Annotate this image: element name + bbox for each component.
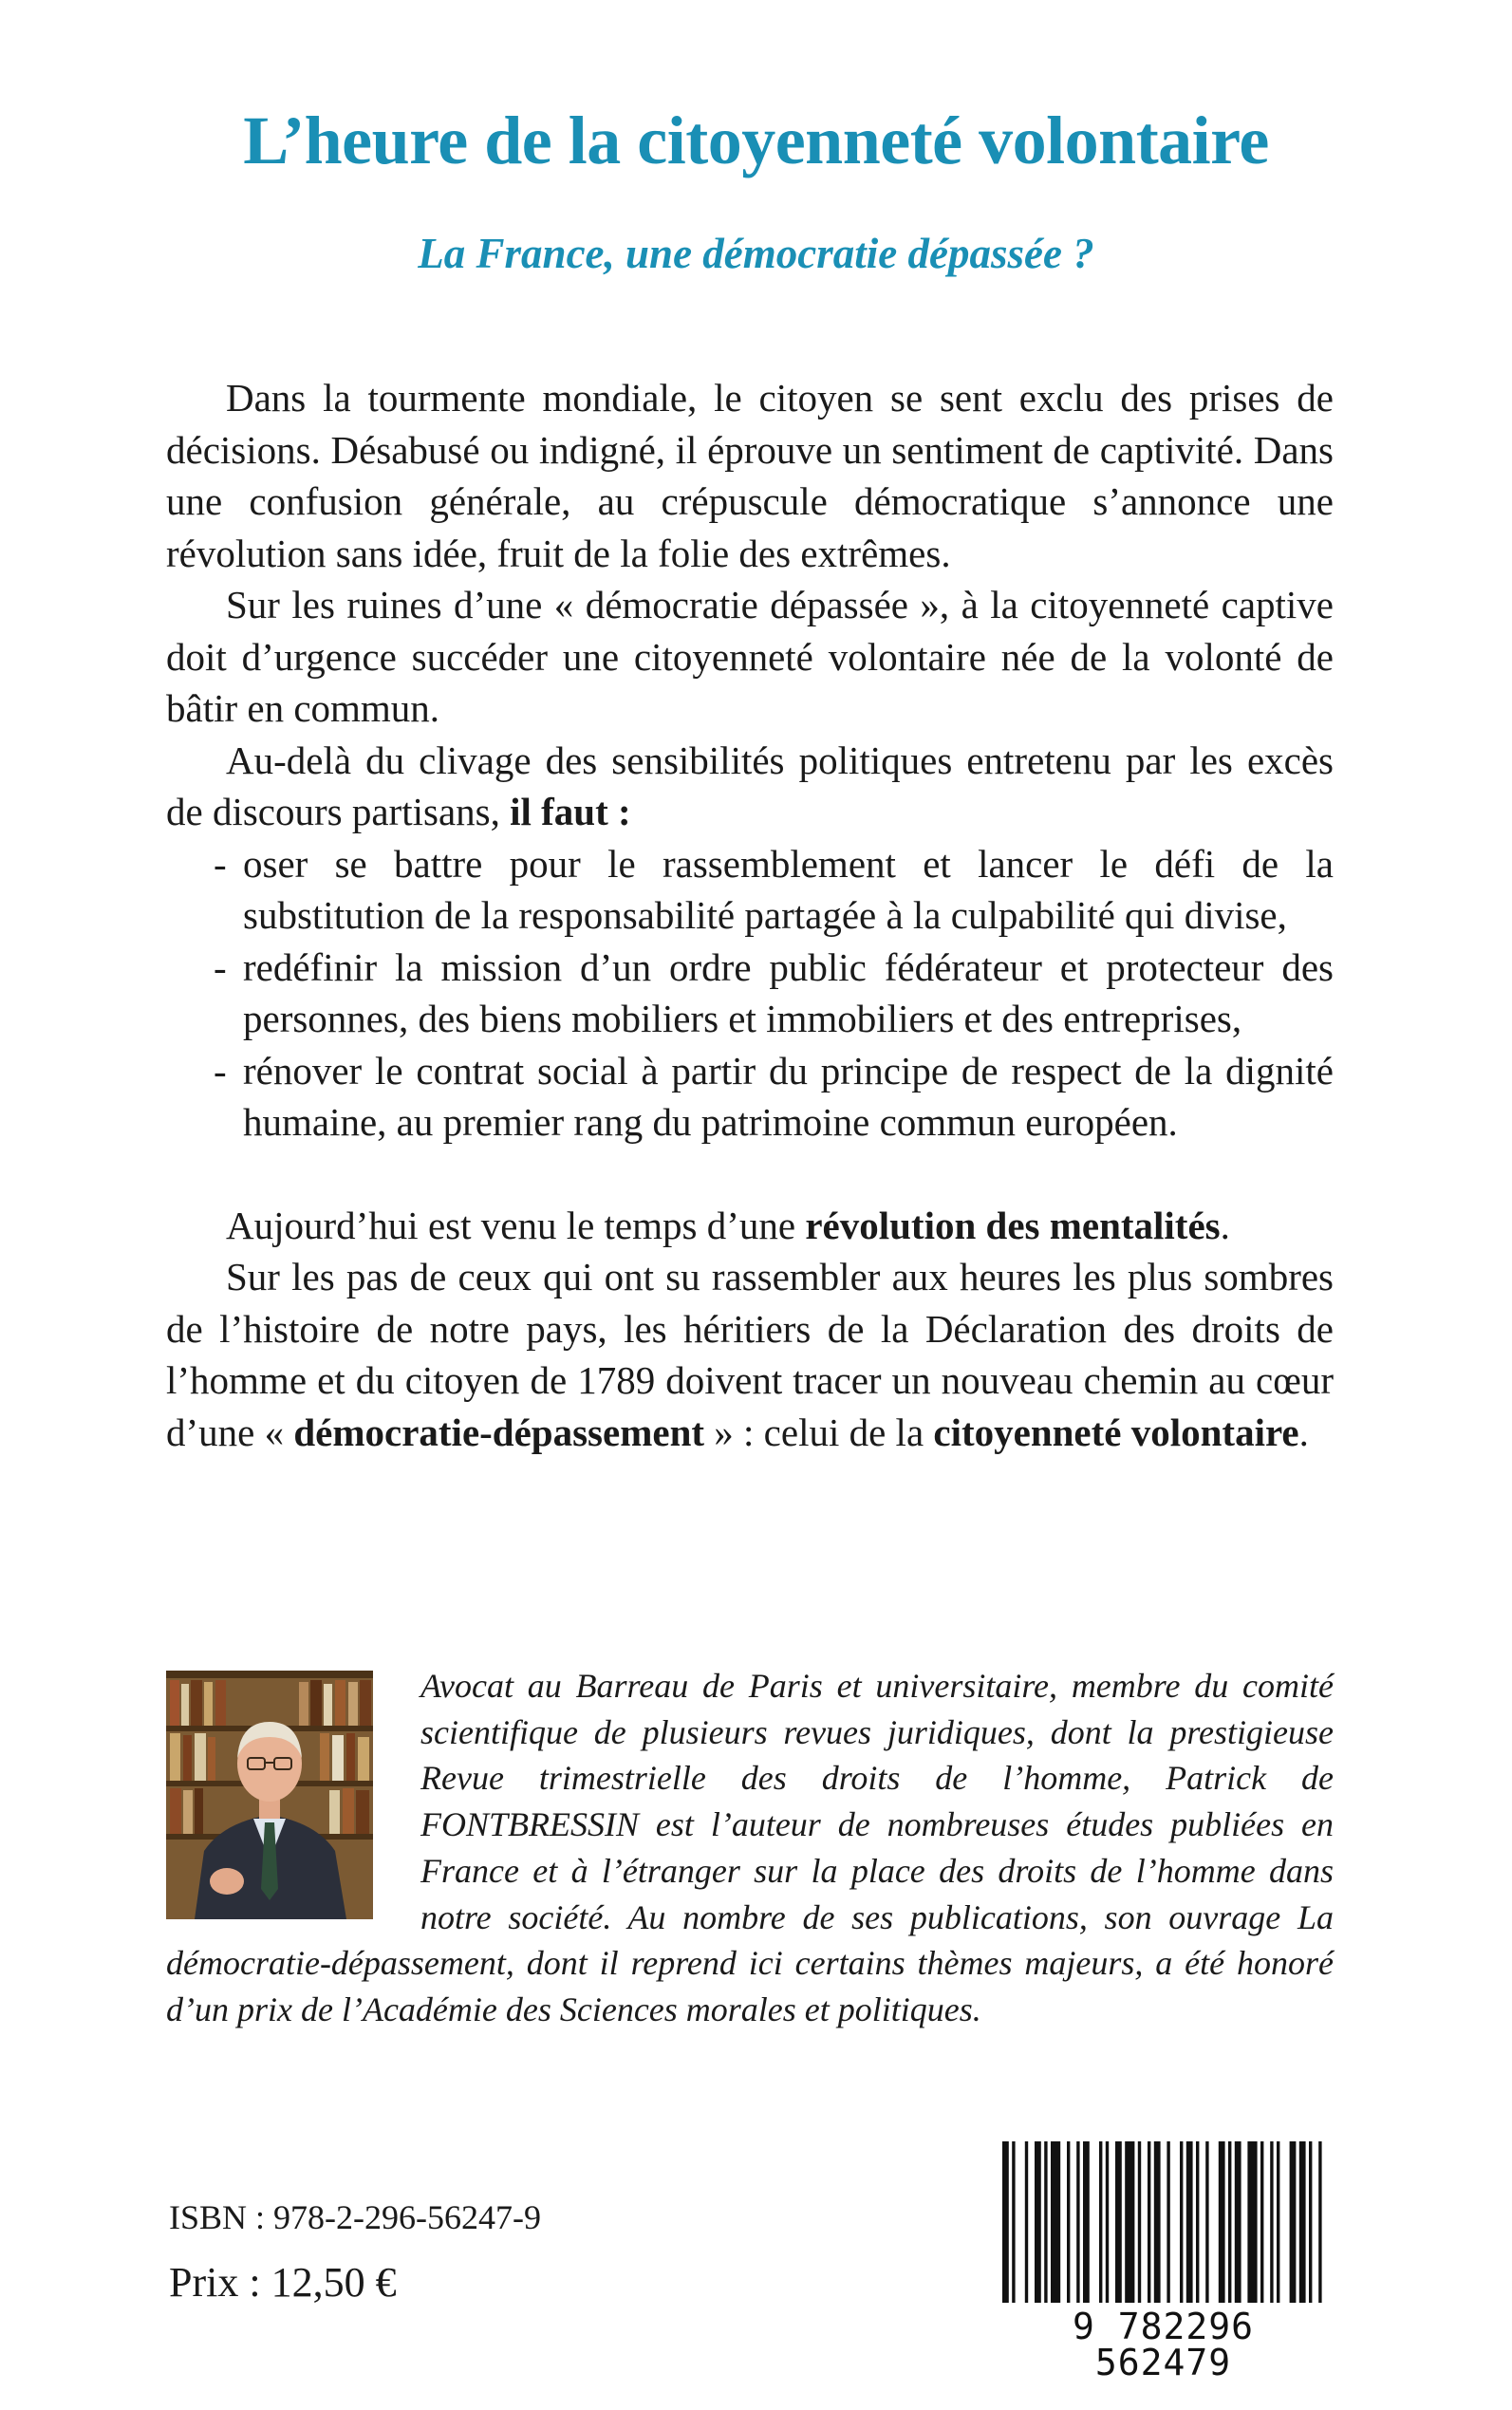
paragraph-5-emphasis-2: citoyenneté volontaire <box>933 1410 1299 1454</box>
barcode-bar <box>1076 2141 1079 2303</box>
barcode-bar <box>1205 2141 1208 2303</box>
barcode-bar <box>1099 2141 1102 2303</box>
price <box>169 2259 397 2306</box>
barcode-bar <box>1299 2141 1306 2303</box>
barcode-bar <box>1290 2141 1297 2303</box>
book-title: L’heure de la citoyenneté volontaire <box>243 103 1269 178</box>
barcode-bar <box>1186 2141 1193 2303</box>
barcode-bar <box>1115 2141 1122 2303</box>
paragraph-5-text-a: Sur les pas de ceux qui ont su rassembler aux heures les plus sombres de l’histoire de notre pays, les héritiers de la Déclaration des droits de l’homme et du citoyen de 1789 doivent tracer un nouveau chemin au cœur d’une « <box>166 1255 1334 1454</box>
barcode-bar <box>1051 2141 1060 2303</box>
barcode-bar <box>1106 2141 1109 2303</box>
barcode-bar <box>1228 2141 1231 2303</box>
barcode-digits: 9 782296 562479 <box>1072 2306 1255 2383</box>
barcode-bar <box>1025 2141 1028 2303</box>
barcode-bar <box>1138 2141 1141 2303</box>
paragraph-3-text: Au-delà du clivage des sensibilités politiques entretenu par les excès de discours partisans, <box>166 738 1334 833</box>
paragraph-4-emphasis: révolution des mentalités <box>805 1203 1221 1247</box>
barcode-bar <box>1219 2141 1225 2303</box>
barcode-bar <box>1318 2141 1321 2303</box>
paragraph-5-emphasis-1: démocratie-dépassement <box>293 1410 705 1454</box>
barcode-bar <box>1260 2141 1263 2303</box>
barcode-bar <box>1247 2141 1257 2303</box>
barcode-bar <box>1125 2141 1134 2303</box>
book-subtitle: La France, une démocratie dépassée ? <box>418 230 1094 277</box>
price-value: 12,50 € <box>271 2259 397 2306</box>
barcode-bar <box>1235 2141 1241 2303</box>
paragraph-4-text: Aujourd’hui est venu le temps d’une <box>226 1203 806 1247</box>
barcode-bar <box>1012 2141 1015 2303</box>
list-item: - redéfinir la mission d’un ordre public fédérateur et protecteur des personnes, des biens mobiliers et immobiliers et des entreprises, <box>166 942 1334 1045</box>
barcode-bar <box>1148 2141 1150 2303</box>
list-item: - oser se battre pour le rassemblement et lancer le défi de la substitution de la responsabilité partagée à la culpabilité qui divise, <box>166 838 1334 942</box>
barcode-bar <box>1196 2141 1199 2303</box>
barcode-bar <box>1067 2141 1070 2303</box>
author-bio: Avocat au Barreau de Paris et universitaire, membre du comité scientifique de plusieurs revues juridiques, dont la prestigieuse Revue trimestrielle des droits de l’homme, Patrick de FONTBRESSIN est l’auteur de nombreuses études publiées en France et à l’étranger sur la place des droits de l’homme dans notre société. Au nombre de ses publications, son ouvrage La démocratie-dépassement, dont il reprend ici certains thèmes majeurs, a été honoré d’un prix de l’Académie des Sciences morales et politiques. <box>166 1667 1334 2028</box>
author-bio-block <box>166 1663 1334 2033</box>
price-label: Prix : <box>169 2259 271 2306</box>
paragraph-5 <box>166 1251 1334 1458</box>
barcode-bar <box>1180 2141 1183 2303</box>
barcode-bar <box>1002 2141 1009 2303</box>
proposals-list <box>166 838 1334 1149</box>
barcode-bar <box>1167 2141 1169 2303</box>
barcode-bar <box>1154 2141 1161 2303</box>
paragraph-3 <box>166 735 1334 838</box>
list-item: - rénover le contrat social à partir du principe de respect de la dignité humaine, au premier rang du patrimoine commun européen. <box>166 1045 1334 1149</box>
paragraph-2: Sur les ruines d’une « démocratie dépassée », à la citoyenneté captive doit d’urgence succéder une citoyenneté volontaire née de la volonté de bâtir en commun. <box>166 583 1334 730</box>
paragraph-4 <box>166 1200 1334 1252</box>
barcode-bar <box>1044 2141 1047 2303</box>
paragraph-5-text-b: » : celui de la <box>704 1410 934 1454</box>
barcode-bar <box>1270 2141 1273 2303</box>
paragraph-3-emphasis: il faut : <box>510 790 631 833</box>
barcode-bar <box>1083 2141 1090 2303</box>
barcode-bar <box>1035 2141 1041 2303</box>
isbn: ISBN : 978-2-296-56247-9 <box>169 2198 541 2236</box>
paragraph-4-end: . <box>1220 1203 1230 1247</box>
barcode-bar <box>1309 2141 1312 2303</box>
paragraph-5-end: . <box>1298 1410 1309 1454</box>
back-cover-text <box>166 372 1334 1458</box>
paragraph-1: Dans la tourmente mondiale, le citoyen se sent exclu des prises de décisions. Désabusé ou indigné, il éprouve un sentiment de captivité. Dans une confusion générale, au crépuscule démocratique s’annonce une révolution sans idée, fruit de la folie des extrêmes. <box>166 376 1334 575</box>
barcode-bar <box>1277 2141 1279 2303</box>
